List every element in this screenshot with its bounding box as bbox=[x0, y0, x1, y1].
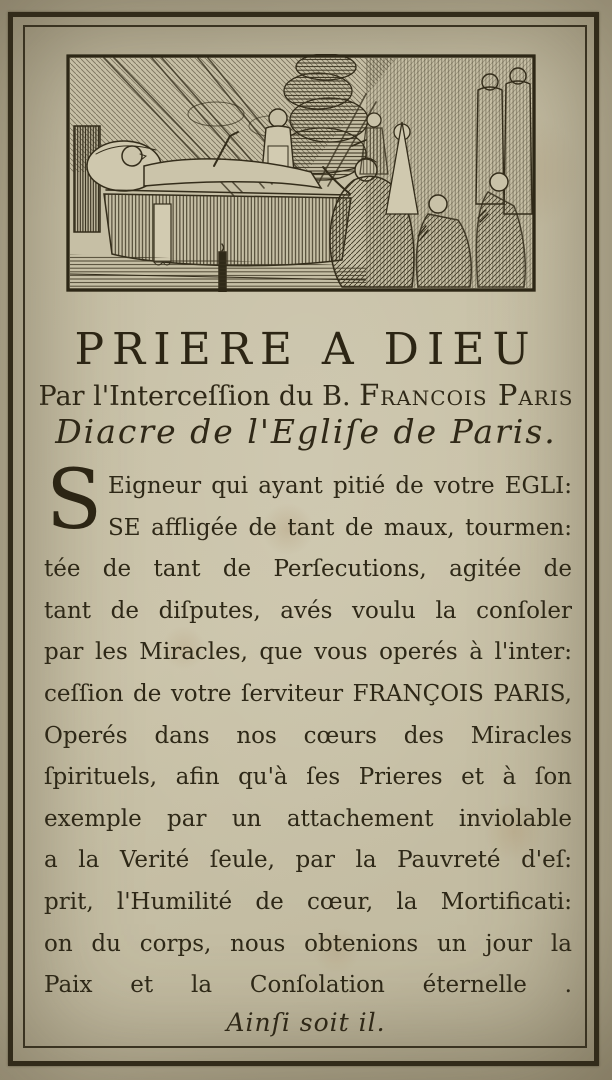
body-line: Paix et la Conſolation éternelle . bbox=[44, 972, 572, 999]
body-line: ſpirituels, afin qu'à ſes Prieres et à ſon bbox=[44, 764, 572, 791]
body-line: tant de diſputes, avés voulu la conſoler bbox=[44, 597, 572, 624]
body-line: Operés dans nos cœurs des Miracles bbox=[44, 722, 572, 749]
subtitle-prefix: Par l'Interceſſion du B. bbox=[38, 381, 351, 412]
body-line: on du corps, nous obtenions un jour la bbox=[44, 930, 572, 957]
body-line: par les Miracles, que vous operés à l'inter: bbox=[44, 639, 572, 666]
body-line: tée de tant de Perſecutions, agitée de bbox=[44, 556, 572, 583]
prayer-body bbox=[44, 453, 572, 1007]
closing-line: Ainſi soit il. bbox=[226, 1008, 386, 1037]
body-line: SE affligée de tant de maux, tourmen: bbox=[108, 514, 572, 541]
subtitle-line bbox=[0, 378, 612, 412]
body-line: exemple par un attachement inviolable bbox=[44, 805, 572, 832]
body-line: Eigneur qui ayant pitié de votre EGLI: bbox=[108, 473, 572, 499]
body-line: prit, l'Humilité de cœur, la Mortificati: bbox=[44, 888, 572, 915]
subtitle-italic-line: Diacre de l'Egliſe de Paris. bbox=[55, 412, 557, 451]
page-title: PRIERE A DIEU bbox=[74, 324, 538, 375]
drop-cap: S bbox=[46, 453, 103, 548]
body-line: ceſſion de votre ſerviteur FRANÇOIS PARIS, bbox=[44, 680, 572, 707]
deathbed-engraving bbox=[66, 54, 536, 292]
body-line: a la Verité ſeule, par la Pauvreté d'eſ: bbox=[44, 847, 572, 874]
subtitle-name: Francois Paris bbox=[359, 378, 574, 412]
